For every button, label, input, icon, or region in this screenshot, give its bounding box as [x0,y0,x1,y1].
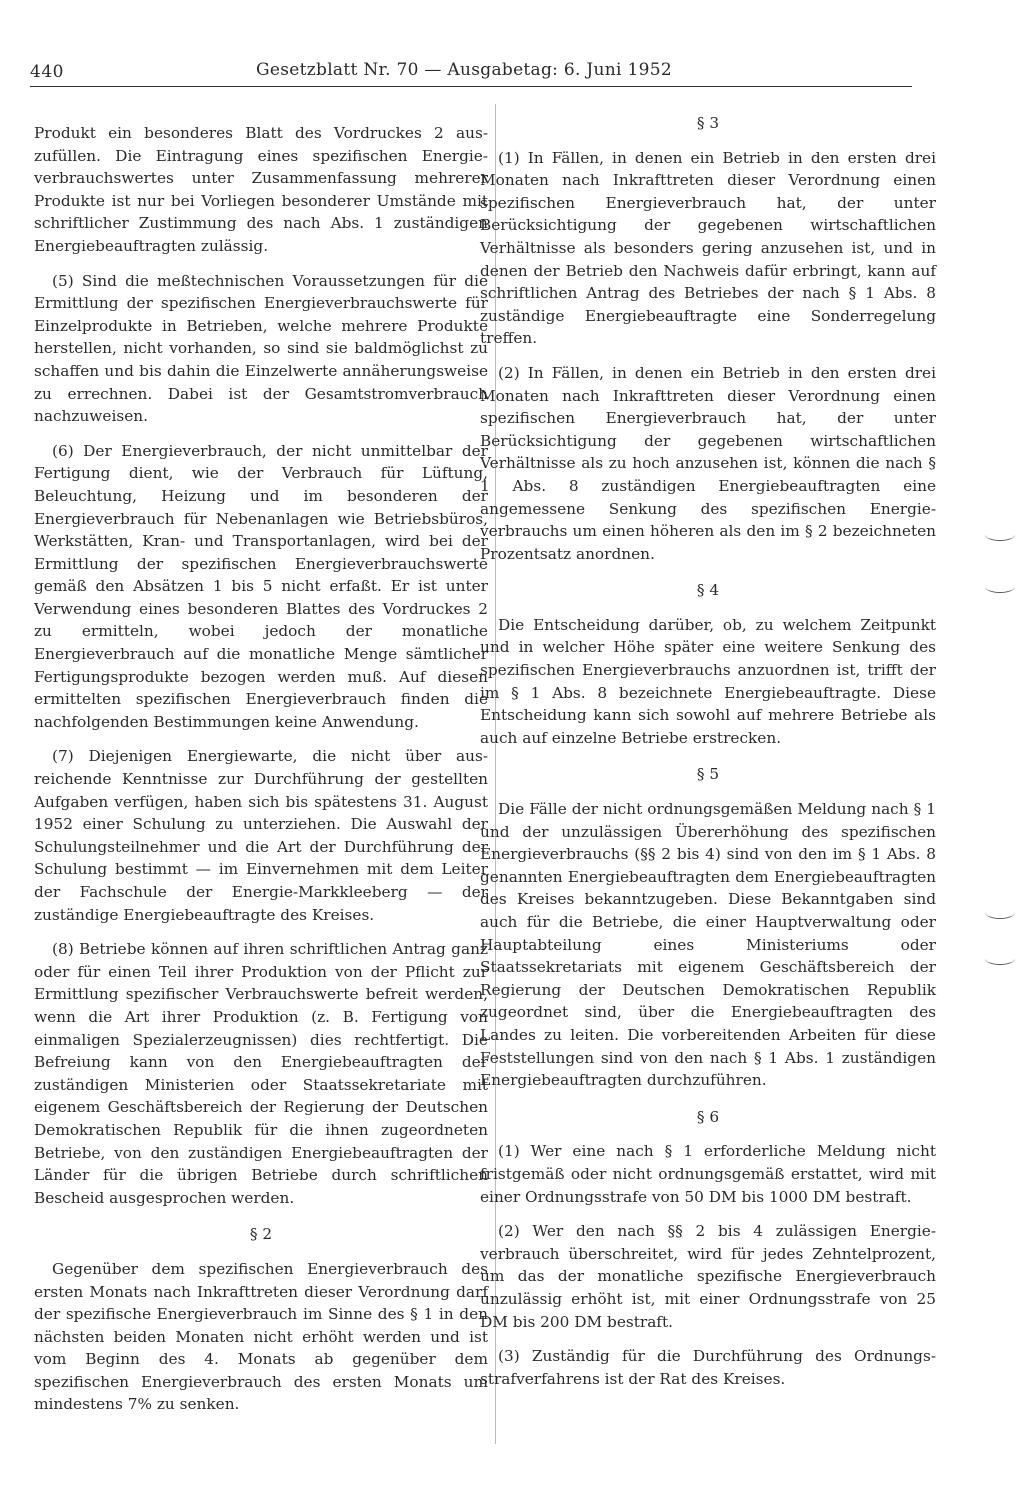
section-3-heading: § 3 [696,114,720,132]
paragraph-7: (7) Diejenigen Energiewarte, die nicht über ausreichende Kenntnisse zur Durchführung der gestellten Aufgaben verfügen, haben sich bis spätestens 31. August 1952 einer Schulung zu unterziehen. Die Auswahl der Schulungsteilnehmer und die Art der Durchführung der Schulung bestimmt — im Einvernehmen mit dem Leiter der Fachschule der Energie-Markkleeberg — der zuständige Energiebeauftragte des Kreises. [34,747,488,924]
margin-mark [985,906,1015,919]
header-rule [30,86,912,87]
paragraph-6: (6) Der Energieverbrauch, der nicht unmittelbar der Fertigung dient, wie der Verbrauch für Lüftung, Beleuchtung, Heizung und im besonderen der Energieverbrauch für Nebenanlagen wie Betriebsbüros, Werkstätten, Kran- und Transportanlagen, wird bei der Ermittlung der spezifischen Energieverbrauchswerte gemäß den Absätzen 1 bis 5 nicht erfaßt. Er ist unter Verwendung eines besonderen Blattes des Vordruckes 2 zu ermitteln, wobei jedoch der monatliche Energieverbrauch auf die monatliche Menge sämtlicher Fertigungsprodukte bezogen werden muß. Auf diesen ermittelten spezifischen Energieverbrauch finden die nachfolgenden Bestimmungen keine Anwendung. [34,441,488,731]
paragraph-5: (5) Sind die meßtechnischen Voraussetzungen für die Ermittlung der spezifischen Energieverbrauchswerte für Einzelprodukte in Betrieben, welche mehrere Produkte herstellen, nicht vorhanden, so sind sie baldmöglichst zu schaffen und bis dahin die Einzelwerte annäherungsweise zu errechnen. Dabei ist der Gesamtstromverbrauch nachzuweisen. [34,271,488,426]
running-head: Gesetzblatt Nr. 70 — Ausgabetag: 6. Juni 1952 [256,60,672,80]
right-column [480,112,936,1402]
section-3-paragraph-2: (2) In Fällen, in denen ein Betrieb in den ersten drei Monaten nach Inkrafttreten dieser Verordnung einen spezifischen Energieverbrauch hat, der unter Berücksichtigung der gegebenen wirtschaftlichen Verhältnisse als zu hoch anzusehen ist, können die nach § 1 Abs. 8 zuständigen Energiebeauftragten eine angemessene Senkung des spezifischen Energieverbrauchs um einen höheren als den im § 2 bezeichneten Prozentsatz anordnen. [480,363,936,563]
left-column [34,122,488,1428]
section-5-text: Die Fälle der nicht ordnungsgemäßen Meldung nach § 1 und der unzulässigen Übererhöhung des spezifischen Energieverbrauchs (§§ 2 bis 4) sind von den im § 1 Abs. 8 genannten Energiebeauftragten dem Energiebeauftragten des Kreises bekanntzugeben. Diese Bekanntgaben sind auch für die Betriebe, die einer Hauptverwaltung oder Hauptabteilung eines Ministeriums oder Staatssekretariats mit eigenem Geschäftsbereich der Regierung der Deutschen Demokratischen Republik zugeordnet sind, über die Energiebeauftragten des Landes zu leiten. Die vorbereitenden Arbeiten für diese Feststellungen sind von den nach § 1 Abs. 1 zuständigen Energiebeauftragten durchzuführen. [480,800,936,1090]
section-6-heading: § 6 [696,1107,720,1126]
section-2-text: Gegenüber dem spezifischen Energieverbrauch des ersten Monats nach Inkrafttreten dieser Verordnung darf der spezifische Energieverbrauch im Sinne des § 1 in den nächsten beiden Monaten nicht erhöht werden und ist vom Beginn des 4. Monats ab gegenüber dem spezifischen Energieverbrauch des ersten Monats um mindestens 7% zu senken. [34,1259,488,1414]
section-4-text: Die Entscheidung darüber, ob, zu welchem Zeitpunkt und in welcher Höhe später eine weitere Senkung des spezifischen Energieverbrauchs anzuordnen ist, trifft der im § 1 Abs. 8 bezeichnete Energiebeauftragte. Diese Entscheidung kann sich sowohl auf mehrere Betriebe als auch auf einzelne Betriebe erstrecken. [480,615,936,747]
section-4-heading: § 4 [696,581,720,600]
margin-mark [985,528,1015,541]
section-2-heading: § 2 [249,1225,273,1244]
section-6-paragraph-3: (3) Zuständig für die Durchführung des Ordnungsstrafverfahrens ist der Rat des Kreises. [480,1347,936,1388]
section-6-paragraph-2: (2) Wer den nach §§ 2 bis 4 zulässigen Energieverbrauch überschreitet, wird für jedes Zehntelprozent, um das der monatliche spezifische Energieverbrauch unzulässig erhöht ist, mit einer Ordnungsstrafe von 25 DM bis 200 DM bestraft. [480,1222,936,1331]
section-5-heading: § 5 [696,765,720,784]
paragraph-8: (8) Betriebe können auf ihren schriftlichen Antrag ganz oder für einen Teil ihrer Produktion von der Pflicht zur Ermittlung spezifischer Verbrauchswerte befreit werden, wenn die Art ihrer Produktion (z. B. Fertigung von einmaligen Spezialerzeugnissen) dies rechtfertigt. Die Befreiung kann von den Energiebeauftragten der zuständigen Ministerien oder Staatssekretariate mit eigenem Geschäftsbereich der Regierung der Deutschen Demokratischen Republik für die ihnen zugeordneten Betriebe, von den zuständigen Energiebeauftragten der Länder für die übrigen Betriebe durch schriftlichen Bescheid ausgesprochen werden. [34,940,488,1207]
paragraph-continued: Produkt ein besonderes Blatt des Vordruckes 2 auszufüllen. Die Eintragung eines spezifischen Energieverbrauchswertes unter Zusammenfassung mehrerer Produkte ist nur bei Vorliegen besonderer Umstände mit schriftlicher Zustimmung des nach Abs. 1 zuständigen Energiebeauftragten zulässig. [34,124,488,255]
section-6-paragraph-1: (1) Wer eine nach § 1 erforderliche Meldung nicht fristgemäß oder nicht ordnungsgemäß erstattet, wird mit einer Ordnungsstrafe von 50 DM bis 1000 DM bestraft. [480,1142,936,1206]
margin-mark [985,580,1015,593]
section-3-paragraph-1: (1) In Fällen, in denen ein Betrieb in den ersten drei Monaten nach Inkrafttreten dieser Verordnung einen spezifischen Energieverbrauch hat, der unter Berücksichtigung der gegebenen wirtschaftlichen Verhältnisse als besonders gering anzusehen ist, und in denen der Betrieb den Nachweis dafür erbringt, kann auf schriftlichen Antrag des Betriebes der nach § 1 Abs. 8 zuständige Energiebeauftragte eine Sonderregelung treffen. [480,148,936,348]
page-number: 440 [30,62,64,82]
margin-mark [985,952,1015,965]
